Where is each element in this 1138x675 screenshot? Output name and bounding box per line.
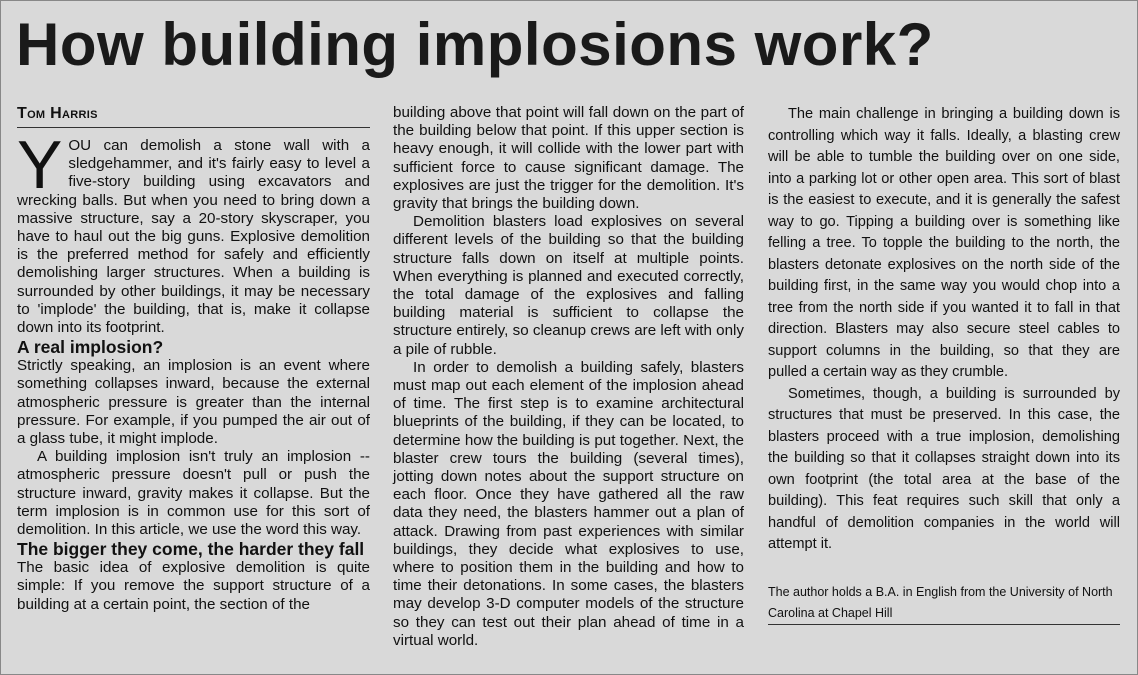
column-2 <box>393 104 744 650</box>
paragraph: The basic idea of explosive demolition is quite simple: If you remove the support structure of a building at a certain point, the section of the <box>17 559 370 613</box>
paragraph-text: can demolish a stone wall with a sledgehammer, and it's fairly easy to level a five-story building using excavators and wrecking balls. But when you need to bring down a massive structure, say a 20-story skyscraper, you have to haul out the big guns. Explosive demolition is the preferred method for safely and efficiently demolishing larger structures. When a building is surrounded by other buildings, it may be necessary to 'implode' the building, that is, make it collapse down into its footprint. <box>17 137 370 337</box>
paragraph: In order to demolish a building safely, blasters must map out each element of the implosion ahead of time. The first step is to examine architectural blueprints of the building, if they can be located, to determine how the building is put together. Next, the blaster crew tours the building (several times), jotting down notes about the support structure on each floor. Once they have gathered all the raw data they need, the blasters hammer out a plan of attack. Drawing from past experiences with similar buildings, they decide what explosives to use, where to position them in the building and how to time their detonations. In some cases, the blasters may develop 3-D computer models of the structure so they can test out their plan ahead of time in a virtual world. <box>393 358 744 649</box>
headline: How building implosions work? <box>16 11 934 78</box>
paragraph: building above that point will fall down on the part of the building below that point. If this upper section is heavy enough, it will collide with the lower part with sufficient force to cause significant damage. The explosives are just the trigger for the demolition. It's gravity that brings the building down. <box>393 104 744 213</box>
paragraph: Strictly speaking, an implosion is an event where something collapses inward, because the external atmospheric pressure is greater than the internal pressure. For example, if you pumped the air out of a glass tube, it might implode. <box>17 357 370 448</box>
subheading: A real implosion? <box>17 337 164 358</box>
paragraph: The main challenge in bringing a building down is controlling which way it falls. Ideally, a blasting crew will be able to tumble the building over on one side, into a parking lot or other open area. This sort of blast is the easiest to execute, and it is generally the safest way to go. Tipping a building over is something like felling a tree. To topple the building to the north, the blasters detonate explosives on the north side of the building first, in the same way you would chop into a tree from the north side if you wanted it to fall in that direction. Blasters may also secure steel cables to support columns in the building, so that they are pulled a certain way as they crumble. <box>768 106 1120 380</box>
byline: Tom Harris <box>17 104 370 128</box>
lead-word: OU <box>68 137 92 154</box>
paragraph <box>17 127 370 337</box>
author-note: The author holds a B.A. in English from the University of North Carolina at Chapel Hill <box>768 582 1120 625</box>
paragraph: Sometimes, though, a building is surrounded by structures that must be preserved. In this case, the blasters proceed with a true implosion, demolishing the building so that it collapses straight down into its own footprint (the total area at the base of the building). This feat requires such skill that only a handful of demolition companies in the world will attempt it. <box>768 385 1120 552</box>
paragraph: Demolition blasters load explosives on several different levels of the building so that the building structure falls down on itself at multiple points. When everything is planned and executed correctly, the total damage of the explosives and falling building material is sufficient to collapse the structure entirely, so cleanup crews are left with only a pile of rubble. <box>393 213 744 358</box>
column-3 <box>768 104 1120 625</box>
subheading: The bigger they come, the harder they fall <box>17 539 365 560</box>
column-1 <box>17 104 370 614</box>
drop-cap: Y <box>17 127 63 203</box>
paragraph: A building implosion isn't truly an implosion -- atmospheric pressure doesn't pull or push the structure inward, gravity makes it collapse. But the term implosion is in common use for this sort of demolition. In this article, we use the word this way. <box>17 448 370 539</box>
